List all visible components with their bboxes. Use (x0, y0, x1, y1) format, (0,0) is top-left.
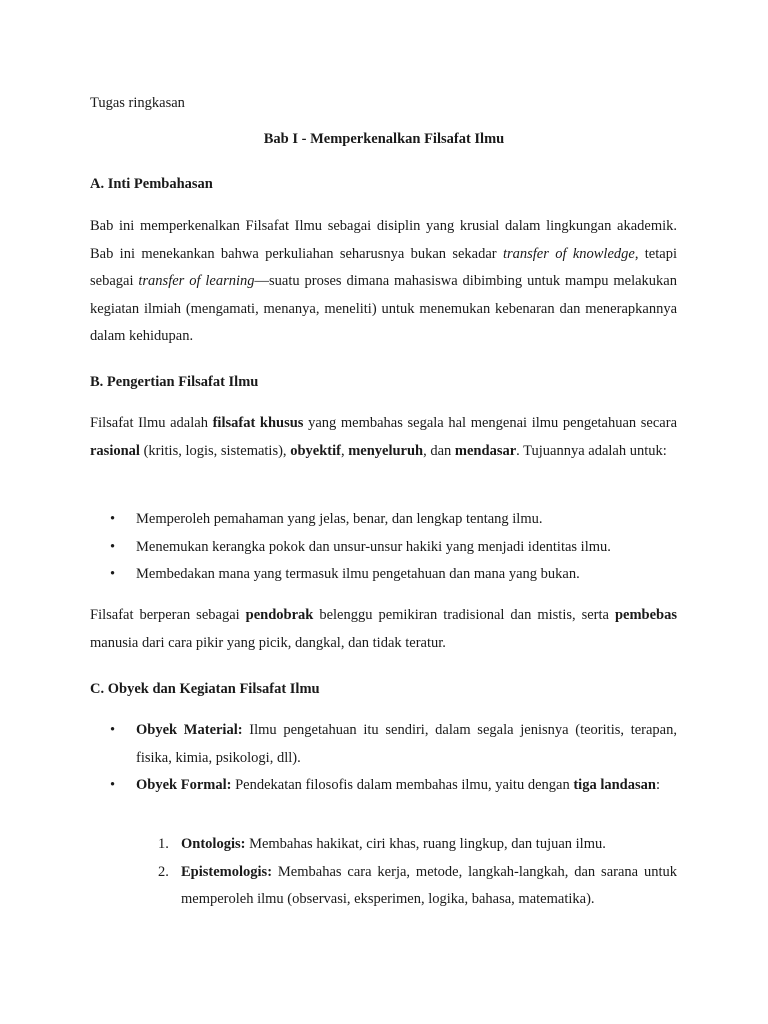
list-item: 1. Ontologis: Membahas hakikat, ciri khas, ruang lingkup, dan tujuan ilmu. (158, 836, 606, 852)
list-item: • Menemukan kerangka pokok dan unsur-unsur hakiki yang menjadi identitas ilmu. (90, 534, 677, 562)
emphasis-transfer-of-learning: transfer of learning (138, 273, 255, 289)
list-item: • Obyek Formal: Pendekatan filosofis dalam membahas ilmu, yaitu dengan tiga landasan: (90, 772, 677, 800)
section-c-object-list (90, 717, 677, 800)
section-a-heading: A. Inti Pembahasan (90, 176, 213, 192)
list-item: • Membedakan mana yang termasuk ilmu pengetahuan dan mana yang bukan. (90, 561, 677, 589)
section-a-paragraph: Bab ini memperkenalkan Filsafat Ilmu sebagai disiplin yang krusial dalam lingkungan akademik. Bab ini menekankan bahwa perkuliahan seharusnya bukan sekadar transfer of knowledge, tetapi sebagai transfer of learning—suatu proses dimana mahasiswa dibimbing untuk mampu melakukan kegiatan ilmiah (mengamati, menanya, meneliti) untuk menemukan kebenaran dan menerapkannya dalam kehidupan. (90, 218, 677, 344)
chapter-title: Bab I - Memperkenalkan Filsafat Ilmu (263, 131, 505, 147)
list-item: 2. Epistemologis: Membahas cara kerja, metode, langkah-langkah, dan sarana untuk memperoleh ilmu (observasi, eksperimen, logika, bahasa, matematika). (158, 863, 677, 907)
list-item: • Obyek Material: Ilmu pengetahuan itu sendiri, dalam segala jenisnya (teoritis, terapan, fisika, kimia, psikologi, dll). (90, 717, 677, 772)
section-b-paragraph-1: Filsafat Ilmu adalah filsafat khusus yang membahas segala hal mengenai ilmu pengetahuan secara rasional (kritis, logis, sistematis), obyektif, menyeluruh, dan mendasar. Tujuannya adalah untuk: (90, 415, 678, 459)
emphasis-transfer-of-knowledge: transfer of knowledge (502, 245, 635, 262)
section-b-heading: B. Pengertian Filsafat Ilmu (90, 374, 259, 390)
list-item: • Memperoleh pemahaman yang jelas, benar, dan lengkap tentang ilmu. (90, 506, 677, 534)
section-c-heading: C. Obyek dan Kegiatan Filsafat Ilmu (90, 681, 320, 697)
section-c-numbered-list (90, 831, 677, 914)
section-b-paragraph-2: Filsafat berperan sebagai pendobrak belenggu pemikiran tradisional dan mistis, serta pembebas manusia dari cara pikir yang picik, dangkal, dan tidak teratur. (90, 607, 677, 651)
document-label: Tugas ringkasan (90, 95, 185, 111)
section-b-bullet-list (90, 506, 677, 589)
